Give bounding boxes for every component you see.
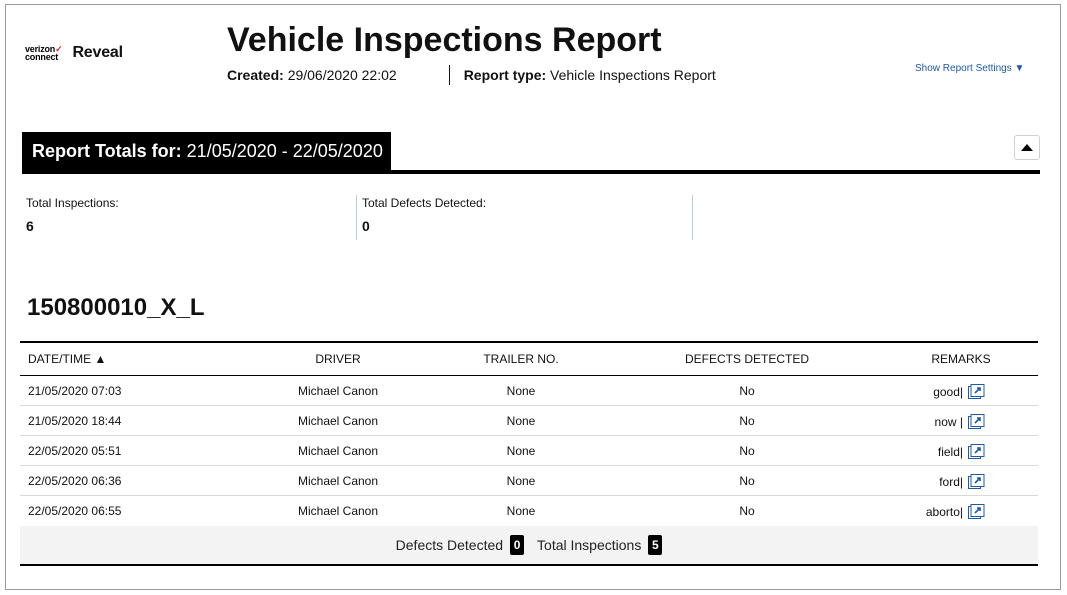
column-header-defects[interactable]: DEFECTS DETECTED bbox=[684, 352, 810, 366]
cell-remarks bbox=[938, 444, 985, 459]
cell-remarks bbox=[933, 384, 985, 399]
remarks-text: ford| bbox=[939, 474, 963, 489]
banner-date-range: 21/05/2020 - 22/05/2020 bbox=[186, 140, 383, 161]
cell-defects: No bbox=[739, 444, 755, 458]
external-link-icon[interactable] bbox=[968, 384, 985, 399]
total-inspections-value: 6 bbox=[26, 218, 34, 234]
logo-line2: connect bbox=[25, 52, 59, 62]
report-type-value: Vehicle Inspections Report bbox=[550, 67, 716, 83]
cell-datetime: 22/05/2020 06:36 bbox=[28, 474, 122, 488]
cell-defects: No bbox=[739, 504, 755, 518]
column-header-driver[interactable]: DRIVER bbox=[315, 352, 361, 366]
total-inspections-label: Total Inspections: bbox=[26, 196, 119, 210]
cell-trailer: None bbox=[506, 384, 536, 398]
banner-rule bbox=[22, 170, 1040, 174]
cell-trailer: None bbox=[506, 414, 536, 428]
cell-datetime: 22/05/2020 06:55 bbox=[28, 504, 122, 518]
verizon-connect-logo: verizon✓ connect bbox=[25, 44, 63, 62]
logo-line1: verizon bbox=[25, 44, 56, 54]
report-type-label: Report type: bbox=[463, 67, 547, 83]
table-row bbox=[20, 376, 1038, 406]
cell-defects: No bbox=[739, 384, 755, 398]
footer-inspections-count-badge: 5 bbox=[648, 535, 662, 555]
table-row bbox=[20, 406, 1038, 436]
external-link-icon[interactable] bbox=[968, 444, 985, 459]
cell-trailer: None bbox=[506, 444, 536, 458]
cell-defects: No bbox=[739, 474, 755, 488]
collapse-button[interactable] bbox=[1014, 135, 1040, 160]
total-defects-stat bbox=[362, 196, 486, 240]
total-inspections-stat bbox=[26, 196, 119, 240]
remarks-text: good| bbox=[933, 384, 963, 399]
vehicle-id-heading: 150800010_X_L bbox=[27, 294, 205, 321]
remarks-text: now | bbox=[934, 414, 963, 429]
footer-inspections-label: Total Inspections bbox=[537, 537, 642, 553]
table-row bbox=[20, 436, 1038, 466]
report-meta bbox=[227, 65, 716, 85]
footer-inspections bbox=[537, 535, 662, 555]
cell-trailer: None bbox=[506, 504, 536, 518]
cell-trailer: None bbox=[506, 474, 536, 488]
column-header-remarks[interactable]: REMARKS bbox=[931, 352, 991, 366]
column-header-trailer[interactable]: TRAILER NO. bbox=[483, 352, 559, 366]
cell-datetime: 21/05/2020 18:44 bbox=[28, 414, 122, 428]
caret-up-icon bbox=[1021, 144, 1033, 151]
total-defects-value: 0 bbox=[362, 218, 370, 234]
show-report-settings-link[interactable]: Show Report Settings ▼ bbox=[915, 63, 1025, 74]
table-row bbox=[20, 466, 1038, 496]
cell-remarks bbox=[926, 504, 985, 519]
external-link-icon[interactable] bbox=[968, 504, 985, 519]
external-link-icon[interactable] bbox=[968, 414, 985, 429]
remarks-text: field| bbox=[937, 444, 963, 459]
cell-driver: Michael Canon bbox=[297, 384, 379, 398]
created-label: Created: bbox=[227, 67, 284, 83]
cell-driver: Michael Canon bbox=[297, 414, 379, 428]
table-header bbox=[20, 343, 1038, 376]
cell-defects: No bbox=[739, 414, 755, 428]
external-link-icon[interactable] bbox=[968, 474, 985, 489]
cell-remarks bbox=[939, 474, 985, 489]
table-row bbox=[20, 496, 1038, 526]
table-footer bbox=[20, 526, 1038, 566]
cell-remarks bbox=[935, 414, 985, 429]
cell-datetime: 22/05/2020 05:51 bbox=[28, 444, 122, 458]
column-header-datetime[interactable]: DATE/TIME ▲ bbox=[28, 352, 107, 366]
footer-defects bbox=[396, 535, 524, 555]
page-title: Vehicle Inspections Report bbox=[227, 21, 662, 59]
total-defects-label: Total Defects Detected: bbox=[362, 196, 487, 210]
remarks-text: aborto| bbox=[925, 504, 963, 519]
cell-datetime: 21/05/2020 07:03 bbox=[28, 384, 122, 398]
product-name: Reveal bbox=[72, 44, 123, 61]
cell-driver: Michael Canon bbox=[297, 444, 379, 458]
stat-divider bbox=[356, 195, 357, 240]
cell-driver: Michael Canon bbox=[297, 474, 379, 488]
brand-logo bbox=[25, 44, 123, 62]
cell-driver: Michael Canon bbox=[297, 504, 379, 518]
stat-divider bbox=[692, 195, 693, 240]
banner-label: Report Totals for: bbox=[32, 140, 182, 161]
meta-divider bbox=[449, 65, 450, 85]
footer-defects-count-badge: 0 bbox=[510, 535, 524, 555]
created-value: 29/06/2020 22:02 bbox=[287, 67, 397, 83]
report-totals-banner bbox=[22, 132, 391, 170]
footer-defects-label: Defects Detected bbox=[395, 537, 504, 553]
